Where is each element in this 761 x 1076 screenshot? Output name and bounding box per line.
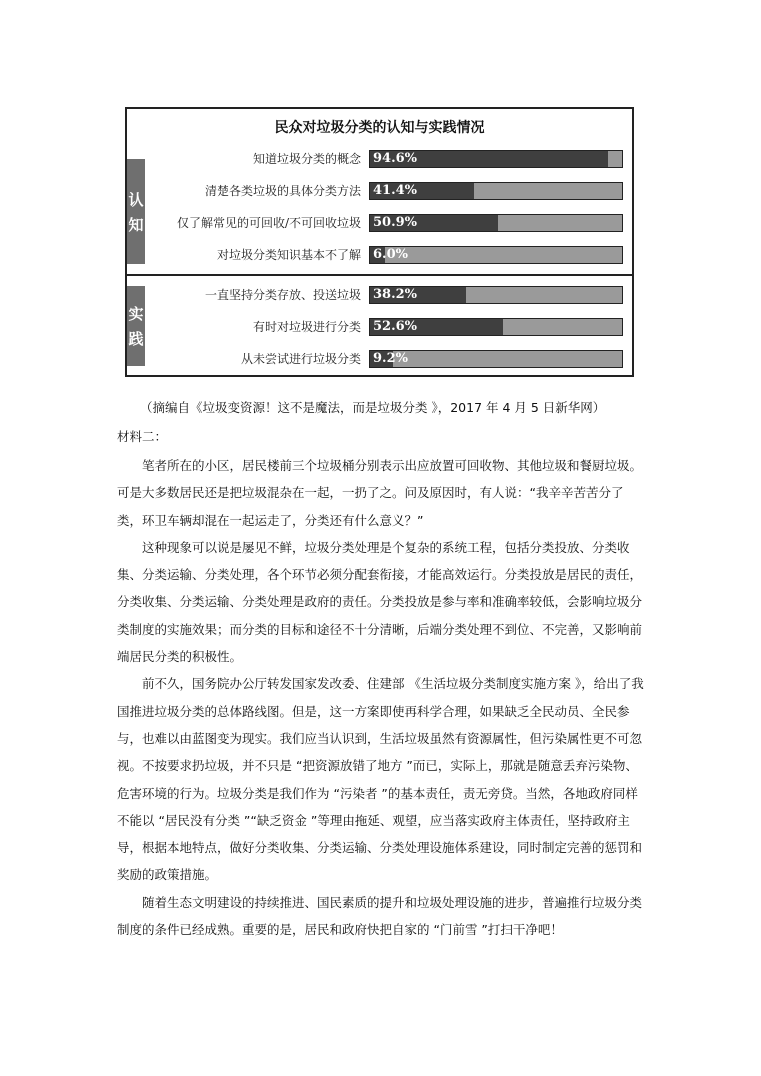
paragraph: 笔者所在的小区，居民楼前三个垃圾桶分别表示出应放置可回收物、其他垃圾和餐厨垃圾。可是大多数居民还是把垃圾混杂在一起，一扔了之。问及原因时，有人说：“我辛辛苦苦分了类，环卫车辆却混在一起运走了，分类还有什么意义？” [117,458,643,528]
bar-track [369,150,623,168]
bar-label: 清楚各类垃圾的具体分类方法 [204,184,361,198]
source-caption: （摘编自《垃圾变资源！这不是魔法，而是垃圾分类 》，2017 年 4 月 5 日新华网） [140,400,606,415]
chart-row [127,350,632,368]
bar-label: 从未尝试进行垃圾分类 [240,352,361,366]
group-char: 知 [128,215,144,234]
group-char: 认 [128,190,144,209]
bar-value-label: 41.4% [373,183,418,198]
article-body [117,452,647,943]
group-char: 实 [128,305,144,323]
paragraph: 随着生态文明建设的持续推进、国民素质的提升和垃圾处理设施的进步，普遍推行垃圾分类制度的条件已经成熟。重要的是，居民和政府快把自家的 “门前雪 ”打扫干净吧！ [117,894,643,938]
bar-value-label: 50.9% [373,215,418,230]
chart-row [127,318,632,336]
bar-value-label: 94.6% [373,151,418,166]
paragraph: 前不久，国务院办公厅转发国家发改委、住建部 《生活垃圾分类制度实施方案 》，给出了我国推进垃圾分类的总体路线图。但是，这一方案即使再科学合理，如果缺乏全民动员、全民参与，也难以由蓝图变为现实。我们应当认识到，生活垃圾虽然有资源属性，但污染属性更不可忽视。不按要求扔垃圾，并不只是 “把资源放错了地方 ”而已，实际上，那就是随意丢弃污染物、危害环境的行为。垃圾分类是我们作为 “污染者 ”的基本责任，责无旁贷。当然，各地政府同样不能以 “居民没有分类 ”“缺乏资金 ”等理由拖延、观望，应当落实政府主体责任，坚持政府主导，根据本地特点，做好分类收集、分类运输、分类处理设施体系建设，同时制定完善的惩罚和奖励的政策措施。 [117,676,644,883]
bar-track [369,182,623,200]
bar-track [369,318,623,336]
chart-panel [125,107,634,377]
bar-label: 知道垃圾分类的概念 [252,152,361,166]
bar-track [369,246,623,264]
bar-track [369,350,623,368]
chart-title: 民众对垃圾分类的认知与实践情况 [274,120,485,136]
bar-label: 仅了解常见的可回收/不可回收垃圾 [176,216,361,230]
material-title: 材料二： [117,429,168,444]
bar-value-label: 9.2% [373,351,408,366]
chart-row [127,182,632,200]
group-divider [127,274,632,276]
bar-value-label: 52.6% [373,319,418,334]
chart-row [127,150,632,168]
chart-row [127,246,632,264]
bar-label: 有时对垃圾进行分类 [252,320,361,334]
bar-label: 一直坚持分类存放、投送垃圾 [204,288,361,302]
bar-value-label: 6.0% [373,247,408,262]
bar-track [369,286,623,304]
bar-value-label: 38.2% [373,287,418,302]
paragraph: 这种现象可以说是屡见不鲜，垃圾分类处理是个复杂的系统工程，包括分类投放、分类收集、分类运输、分类处理，各个环节必须分配套衔接，才能高效运行。分类投放是居民的责任，分类收集、分类运输、分类处理是政府的责任。分类投放是参与率和准确率较低，会影响垃圾分类制度的实施效果；而分类的目标和途径不十分清晰，后端分类处理不到位、不完善，又影响前端居民分类的积极性。 [117,539,643,665]
chart-row [127,214,632,232]
bar-label: 对垃圾分类知识基本不了解 [216,248,361,262]
chart-row [127,286,632,304]
bar-track [369,214,623,232]
group-char: 践 [128,330,144,348]
